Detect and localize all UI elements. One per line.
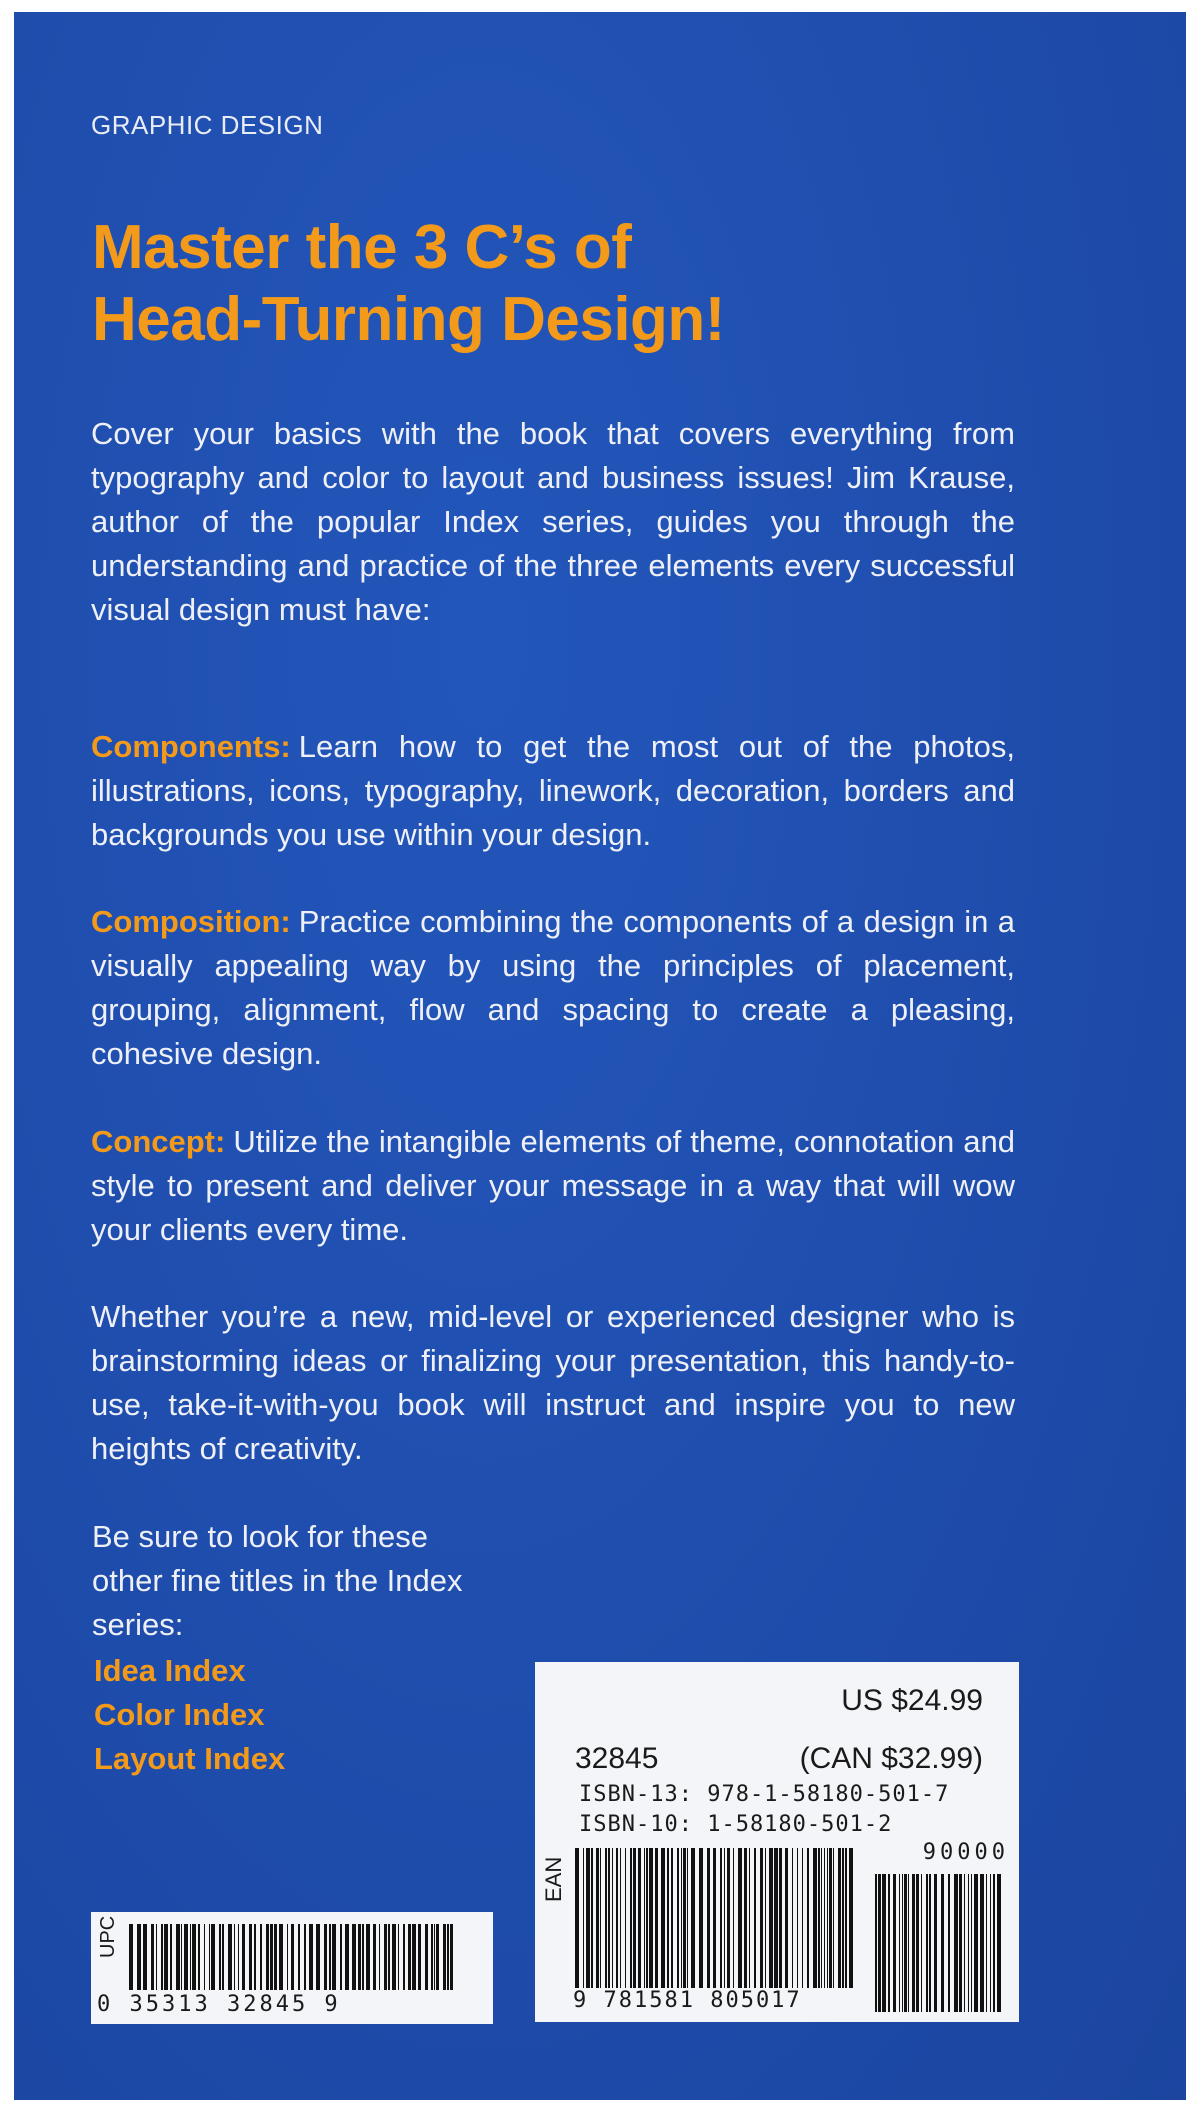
barcode-bar: [691, 1848, 695, 1988]
barcode-bar: [990, 1874, 991, 2012]
barcode-bar: [222, 1924, 224, 1990]
barcode-bar: [948, 1874, 950, 2012]
barcode-bar: [242, 1924, 245, 1990]
barcode-bar: [997, 1874, 1001, 2012]
price-can: (CAN $32.99): [799, 1742, 983, 1775]
barcode-bar: [818, 1848, 820, 1988]
barcode-bar: [431, 1924, 433, 1990]
barcode-bar: [583, 1848, 584, 1988]
barcode-bar: [170, 1924, 172, 1990]
barcode-bar: [733, 1848, 734, 1988]
barcode-bar: [291, 1924, 294, 1990]
barcode-bar: [878, 1874, 881, 2012]
barcode-bar: [908, 1874, 909, 2012]
section-concept: [91, 1120, 1015, 1252]
barcode-bar: [902, 1874, 903, 2012]
barcode-bar: [849, 1848, 853, 1988]
barcode-bar: [436, 1924, 439, 1990]
headline-line-1: Master the 3 C’s of: [92, 213, 632, 282]
barcode-bar: [904, 1874, 907, 2012]
barcode-bar: [671, 1848, 673, 1988]
barcode-bar: [713, 1848, 716, 1988]
barcode-bar: [596, 1848, 599, 1988]
barcode-bar: [228, 1924, 232, 1990]
barcode-bar: [993, 1874, 995, 2012]
barcode-bar: [968, 1874, 969, 2012]
barcode-bar: [842, 1848, 844, 1988]
closing-paragraph: Whether you’re a new, mid-level or experienced designer who is brainstorming ideas or finalizing your presentation, this handy-to-use, take-it-with-you book will instruct and inspire you to new heights of creativity.: [91, 1299, 1015, 1466]
barcode-bar: [744, 1848, 747, 1988]
barcode-bar: [418, 1924, 421, 1990]
barcode-bar: [921, 1874, 922, 2012]
barcode-bar: [254, 1924, 256, 1990]
barcode-bar: [316, 1924, 320, 1990]
headline: [92, 212, 1092, 356]
section-composition: [91, 900, 1015, 1076]
barcode-bar: [779, 1848, 782, 1988]
barcode-bar: [625, 1848, 626, 1988]
barcode-bar: [916, 1874, 919, 2012]
barcode-bar: [954, 1874, 958, 2012]
barcode-bar: [184, 1924, 188, 1990]
barcode-bar: [797, 1848, 798, 1988]
barcode-bar: [198, 1924, 200, 1990]
barcode-bar: [345, 1924, 349, 1990]
barcode-bar: [821, 1848, 822, 1988]
barcode-bar: [630, 1848, 632, 1988]
barcode-bar: [366, 1924, 370, 1990]
barcode-bar: [192, 1924, 196, 1990]
book-back-cover: [14, 12, 1186, 2100]
price-us: US $24.99: [841, 1684, 983, 1717]
barcode-bar: [929, 1874, 931, 2012]
barcode-bar: [388, 1924, 390, 1990]
other-title: Idea Index: [94, 1653, 246, 1688]
barcode-bar: [137, 1924, 141, 1990]
barcode-bar: [738, 1848, 742, 1988]
barcode-bar: [287, 1924, 288, 1990]
barcode-bar: [912, 1874, 915, 2012]
barcode-bar: [724, 1848, 725, 1988]
barcode-bar: [403, 1924, 405, 1990]
barcode-bar: [279, 1924, 283, 1990]
section-text: Learn how to get the most out of the photos, illustrations, icons, typography, linework, decoration, borders and backgrounds you use within your design.: [91, 729, 1015, 852]
category-label: GRAPHIC DESIGN: [91, 110, 324, 140]
barcode-bar: [412, 1924, 416, 1990]
barcode-bar: [211, 1924, 215, 1990]
section-label: Concept:: [91, 1124, 226, 1159]
barcode-bar: [616, 1848, 618, 1988]
barcode-bar: [156, 1924, 157, 1990]
barcode-bar: [373, 1924, 376, 1990]
headline-line-2: Head-Turning Design!: [92, 285, 725, 354]
barcode-bar: [450, 1924, 453, 1990]
barcode-bar: [434, 1924, 435, 1990]
barcode-bar: [655, 1848, 658, 1988]
barcode-bar: [612, 1848, 613, 1988]
barcode-bar: [425, 1924, 428, 1990]
barcode-bar: [829, 1848, 832, 1988]
barcode-bar: [974, 1874, 978, 2012]
barcode-bar: [644, 1848, 645, 1988]
section-label: Composition:: [91, 904, 291, 939]
other-title: Layout Index: [94, 1741, 286, 1776]
barcode-bar: [971, 1874, 972, 2012]
barcode-bar: [219, 1924, 221, 1990]
upc-barcode-box: [91, 1912, 493, 2024]
barcode-bar: [959, 1874, 962, 2012]
barcode-bar: [379, 1924, 380, 1990]
barcode-bar: [586, 1848, 590, 1988]
barcode-bar: [298, 1924, 300, 1990]
barcode-bar: [707, 1848, 710, 1988]
barcode-bar: [888, 1874, 890, 2012]
item-code: 32845: [575, 1742, 659, 1775]
addon-barcode-graphic: [875, 1874, 1003, 2012]
barcode-bar: [661, 1848, 665, 1988]
barcode-bar: [408, 1924, 411, 1990]
barcode-bar: [332, 1924, 336, 1990]
barcode-bar: [600, 1848, 601, 1988]
barcode-bar: [249, 1924, 252, 1990]
barcode-bar: [358, 1924, 361, 1990]
see-also-text: Be sure to look for these other fine titles in the Index series:: [92, 1519, 463, 1642]
barcode-bar: [893, 1874, 896, 2012]
barcode-bar: [964, 1874, 965, 2012]
barcode-bar: [765, 1848, 766, 1988]
barcode-bar: [238, 1924, 239, 1990]
barcode-bar: [384, 1924, 387, 1990]
upc-barcode-graphic: [129, 1924, 459, 1990]
barcode-bar: [270, 1924, 273, 1990]
barcode-bar: [749, 1848, 750, 1988]
barcode-bar: [638, 1848, 641, 1988]
barcode-bar: [309, 1924, 313, 1990]
barcode-bar: [447, 1924, 449, 1990]
barcode-bar: [838, 1848, 841, 1988]
barcode-bar: [164, 1924, 168, 1990]
barcode-bar: [833, 1848, 834, 1988]
barcode-bar: [824, 1848, 825, 1988]
barcode-bar: [785, 1848, 788, 1988]
barcode-bar: [845, 1848, 847, 1988]
barcode-bar: [774, 1848, 778, 1988]
barcode-bar: [802, 1848, 803, 1988]
barcode-bar: [899, 1874, 900, 2012]
barcode-bar: [234, 1924, 235, 1990]
barcode-bar: [699, 1848, 703, 1988]
barcode-bar: [941, 1874, 944, 2012]
upc-digits: 0 35313 32845 9: [97, 1992, 341, 2017]
barcode-bar: [827, 1848, 828, 1988]
barcode-bar: [980, 1874, 984, 2012]
barcode-bar: [176, 1924, 180, 1990]
upc-label: UPC: [97, 1915, 119, 1958]
barcode-bar: [324, 1924, 327, 1990]
barcode-bar: [151, 1924, 154, 1990]
barcode-bar: [591, 1848, 593, 1988]
barcode-bar: [754, 1848, 756, 1988]
barcode-bar: [605, 1848, 607, 1988]
barcode-bar: [575, 1848, 579, 1988]
isbn-10: ISBN-10: 1-58180-501-2: [579, 1812, 893, 1837]
barcode-bar: [181, 1924, 182, 1990]
barcode-bar: [882, 1874, 886, 2012]
barcode-bar: [129, 1924, 133, 1990]
barcode-bar: [608, 1848, 610, 1988]
barcode-bar: [727, 1848, 730, 1988]
barcode-bar: [398, 1924, 399, 1990]
barcode-bar: [646, 1848, 648, 1988]
barcode-bar: [769, 1848, 773, 1988]
barcode-bar: [934, 1874, 937, 2012]
ean-label: EAN: [541, 1856, 566, 1902]
barcode-bar: [143, 1924, 147, 1990]
barcode-bar: [209, 1924, 210, 1990]
section-text: Utilize the intangible elements of theme, connotation and style to present and deliver your message in a way that will wow your clients every time.: [91, 1124, 1015, 1247]
barcode-bar: [813, 1848, 817, 1988]
barcode-bar: [260, 1924, 262, 1990]
barcode-bar: [720, 1848, 722, 1988]
barcode-bar: [760, 1848, 763, 1988]
barcode-bar: [681, 1848, 682, 1988]
ean-digits: 9 781581 805017: [573, 1988, 802, 2013]
barcode-bar: [620, 1848, 621, 1988]
barcode-bar: [633, 1848, 636, 1988]
barcode-bar: [304, 1924, 306, 1990]
section-label: Components:: [91, 729, 291, 764]
isbn-13: ISBN-13: 978-1-58180-501-7: [579, 1782, 950, 1807]
barcode-bar: [190, 1924, 191, 1990]
ean-barcode-graphic: [575, 1848, 855, 1988]
barcode-bar: [687, 1848, 688, 1988]
addon-digits: 90000: [922, 1840, 1009, 1865]
barcode-bar: [986, 1874, 987, 2012]
other-title: Color Index: [94, 1697, 265, 1732]
barcode-bar: [161, 1924, 163, 1990]
barcode-bar: [926, 1874, 928, 2012]
barcode-bar: [875, 1874, 877, 2012]
section-components: [91, 725, 1015, 857]
barcode-bar: [792, 1848, 793, 1988]
barcode-bar: [649, 1848, 653, 1988]
barcode-bar: [807, 1848, 809, 1988]
intro-paragraph: Cover your basics with the book that covers everything from typography and color to layout and business issues! Jim Krause, author of the popular Index series, guides you through the understanding and practice of the three elements every successful visual design must have:: [91, 416, 1015, 627]
barcode-bar: [352, 1924, 356, 1990]
other-titles-list: [94, 1649, 285, 1781]
barcode-bar: [683, 1848, 686, 1988]
isbn-barcode-box: [535, 1662, 1019, 2022]
barcode-bar: [329, 1924, 331, 1990]
barcode-bar: [362, 1924, 364, 1990]
barcode-bar: [667, 1848, 669, 1988]
barcode-bar: [677, 1848, 679, 1988]
barcode-bar: [340, 1924, 342, 1990]
section-text: Practice combining the components of a design in a visually appealing way by using the principles of placement, grouping, alignment, flow and spacing to create a pleasing, cohesive design.: [91, 904, 1015, 1071]
barcode-bar: [443, 1924, 446, 1990]
barcode-bar: [204, 1924, 205, 1990]
barcode-bar: [274, 1924, 277, 1990]
barcode-bar: [392, 1924, 396, 1990]
barcode-bar: [266, 1924, 269, 1990]
